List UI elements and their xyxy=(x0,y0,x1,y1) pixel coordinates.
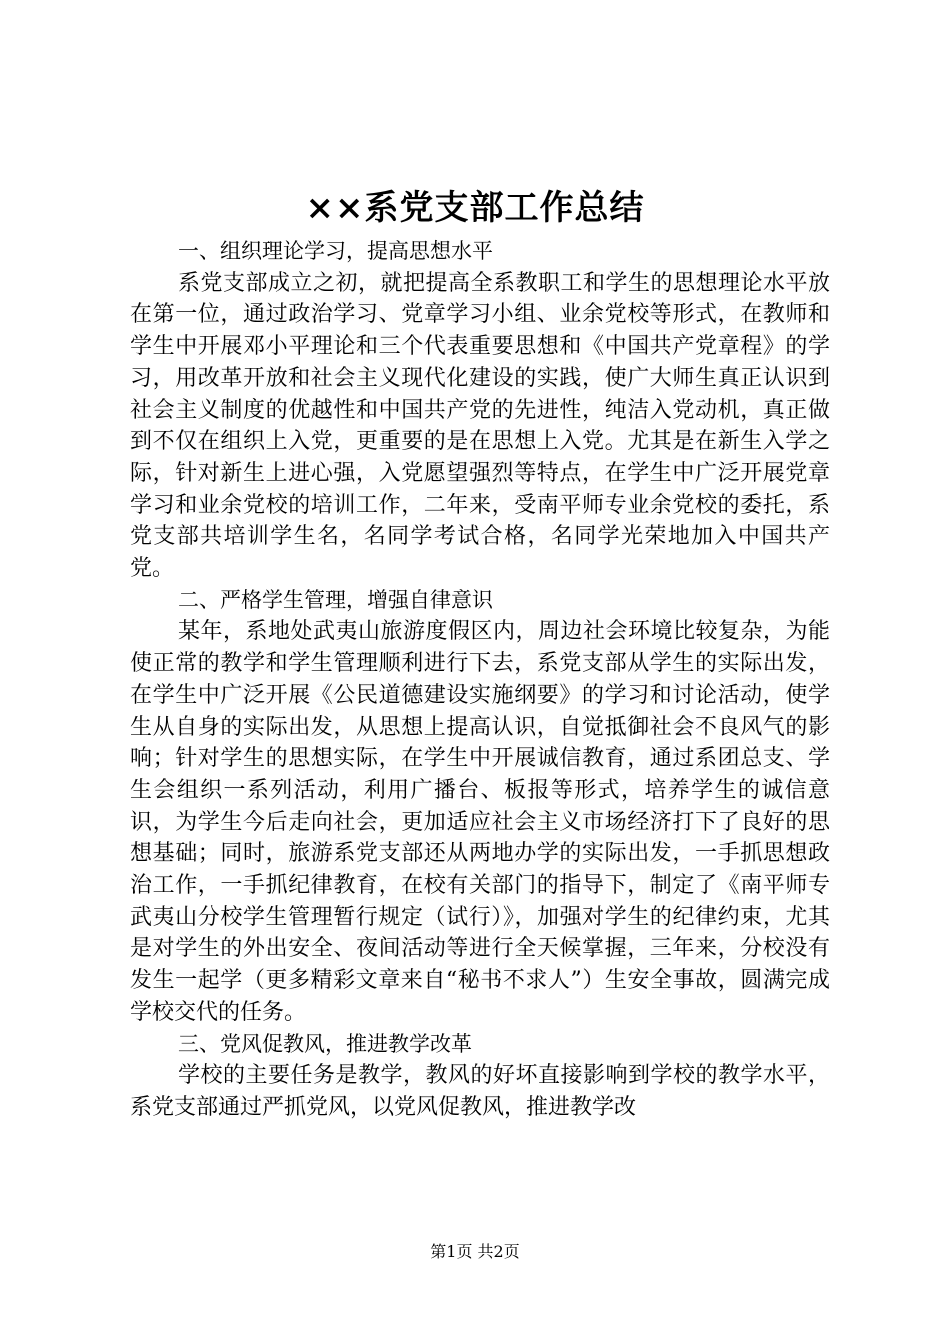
body-paragraph-3: 学校的主要任务是教学，教风的好坏直接影响到学校的教学水平，系党支部通过严抓党风，以党风促教风，推进教学改 xyxy=(130,1063,830,1120)
body-paragraph-2: 某年，系地处武夷山旅游度假区内，周边社会环境比较复杂，为能使正常的教学和学生管理顺利进行下去，系党支部从学生的实际出发，在学生中广泛开展《公民道德建设实施纲要》的学习和讨论活动，使学生从自身的实际出发，从思想上提高认识，自觉抵御社会不良风气的影响；针对学生的思想实际，在学生中开展诚信教育，通过系团总支、学生会组织一系列活动，利用广播台、板报等形式，培养学生的诚信意识，为学生今后走向社会，更加适应社会主义市场经济打下了良好的思想基础；同时，旅游系党支部还从两地办学的实际出发，一手抓思想政治工作，一手抓纪律教育，在校有关部门的指导下，制定了《南平师专武夷山分校学生管理暂行规定（试行）》，加强对学生的纪律约束，尤其是对学生的外出安全、夜间活动等进行全天候掌握，三年来，分校没有发生一起学（更多精彩文章来自“秘书不求人”）生安全事故，圆满完成学校交代的任务。 xyxy=(130,619,830,1025)
document-title: ××系党支部工作总结 xyxy=(305,188,645,228)
page-footer: 第1页 共2页 xyxy=(430,1242,520,1261)
section-heading-1: 一、组织理论学习，提高思想水平 xyxy=(178,239,493,263)
document-body xyxy=(130,236,830,1124)
section-heading-2: 二、严格学生管理，增强自律意识 xyxy=(178,587,493,612)
section-heading-3: 三、党风促教风，推进教学改革 xyxy=(178,1031,472,1056)
body-paragraph-1: 系党支部成立之初，就把提高全系教职工和学生的思想理论水平放在第一位，通过政治学习、党章学习小组、业余党校等形式，在教师和学生中开展邓小平理论和三个代表重要思想和《中国共产党章程》的学习，用改革开放和社会主义现代化建设的实践，使广大师生真正认识到社会主义制度的优越性和中国共产党的先进性，纯洁入党动机，真正做到不仅在组织上入党，更重要的是在思想上入党。尤其是在新生入学之际，针对新生上进心强，入党愿望强烈等特点，在学生中广泛开展党章学习和业余党校的培训工作，二年来，受南平师专业余党校的委托，系党支部共培训学生名，名同学考试合格，名同学光荣地加入中国共产党。 xyxy=(130,270,830,582)
